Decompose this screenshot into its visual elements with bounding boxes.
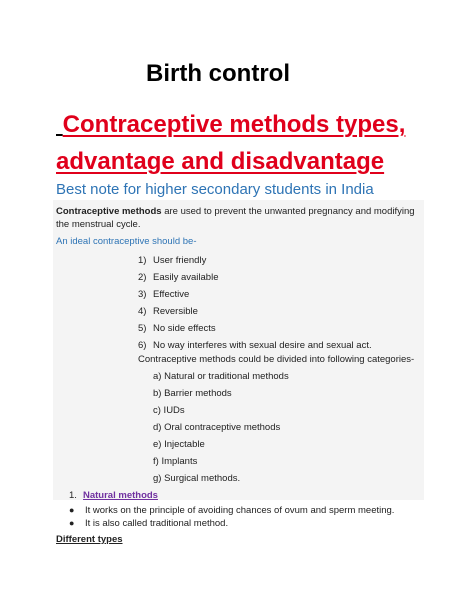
intro-text: are used to prevent the unwanted pregnancy and modifying the menstrual cycle. [56, 206, 415, 230]
headline-line-1: Contraceptive methods types, [62, 111, 406, 138]
natural-methods-heading [69, 490, 158, 501]
natural-methods-bullets [69, 504, 394, 530]
natural-methods-link[interactable]: Natural methods [83, 490, 158, 501]
categories-intro: Contraceptive methods could be divided into following categories- [138, 354, 415, 365]
list-item: e) Injectable [153, 439, 205, 450]
intro-paragraph [56, 205, 416, 231]
headline-line-2: advantage and disadvantage [56, 148, 385, 175]
list-item: g) Surgical methods. [153, 473, 241, 484]
natural-methods-number: 1. [69, 490, 77, 501]
properties-list [138, 252, 372, 354]
categories-list [153, 368, 289, 487]
ideal-heading: An ideal contraceptive should be- [56, 236, 197, 247]
headline-leading-space [56, 111, 63, 138]
list-item: 3) Effective [138, 289, 190, 300]
list-item: c) IUDs [153, 405, 185, 416]
list-item: f) Implants [153, 456, 198, 467]
different-types-heading: Different types [56, 534, 123, 545]
list-item: 5) No side effects [138, 323, 216, 334]
bullet-icon: ● [69, 518, 75, 528]
article-headline [56, 106, 446, 180]
subtitle: Best note for higher secondary students in India [56, 181, 374, 198]
page-title: Birth control [146, 60, 290, 87]
list-item: 6) No way interferes with sexual desire and sexual act. [138, 340, 372, 351]
list-item: ● It works on the principle of avoiding chances of ovum and sperm meeting. [69, 505, 395, 516]
list-item: 2) Easily available [138, 272, 219, 283]
intro-bold-term: Contraceptive methods [56, 206, 162, 217]
list-item: 1) User friendly [138, 255, 207, 266]
list-item: d) Oral contraceptive methods [153, 422, 281, 433]
list-item: a) Natural or traditional methods [153, 371, 289, 382]
bullet-icon: ● [69, 505, 75, 515]
list-item: 4) Reversible [138, 306, 198, 317]
list-item: ● It is also called traditional method. [69, 518, 229, 529]
list-item: b) Barrier methods [153, 388, 232, 399]
